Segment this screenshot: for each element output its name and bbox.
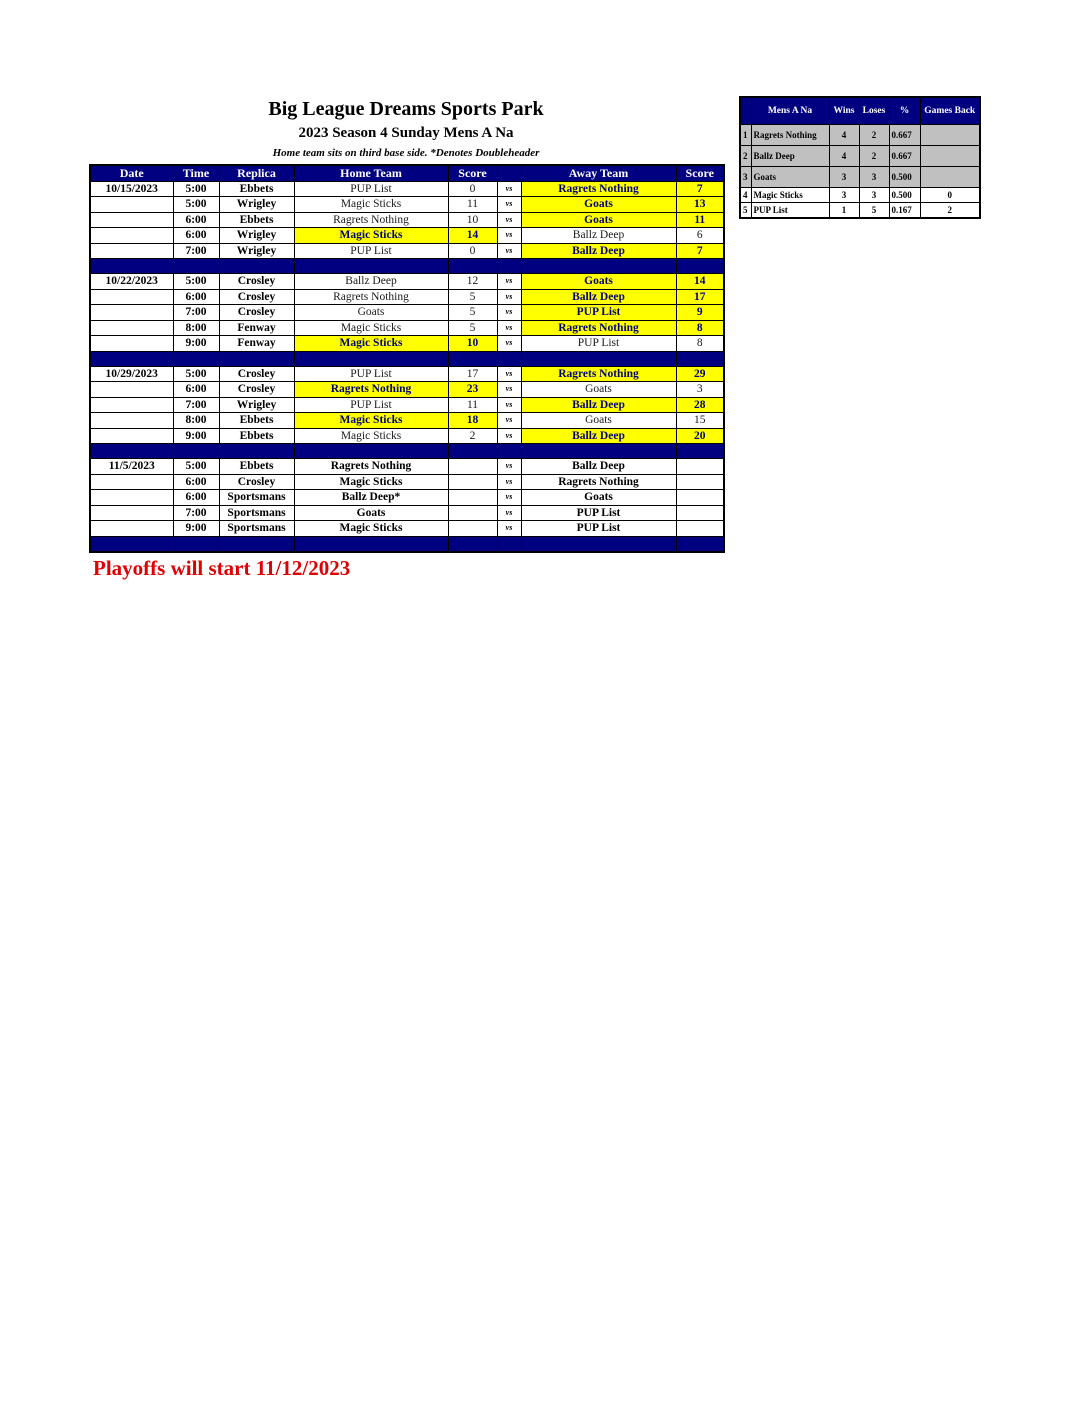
away-score-cell: 3 [676,382,724,398]
away-score-cell: 7 [676,243,724,259]
separator-cell [173,259,219,274]
replica-cell: Ebbets [219,181,294,197]
week-separator-row [90,351,724,366]
away-score-cell: 20 [676,428,724,444]
replica-cell: Fenway [219,336,294,352]
separator-cell [497,536,521,552]
replica-cell: Ebbets [219,212,294,228]
away-team-cell: Ballz Deep [521,428,676,444]
separator-cell [448,536,497,552]
vs-cell: vs [497,274,521,290]
col-replica: Replica [219,165,294,181]
home-team-cell: Ballz Deep* [294,490,448,506]
vs-cell: vs [497,197,521,213]
team-cell: Ballz Deep [751,146,829,167]
loses-cell: 2 [859,125,889,146]
away-team-cell: Goats [521,490,676,506]
rank-cell: 3 [740,167,751,188]
home-team-cell: Goats [294,305,448,321]
separator-cell [173,444,219,459]
games-back-cell: 2 [920,203,980,219]
game-row [90,197,724,213]
home-team-cell: PUP List [294,366,448,382]
col-vs [497,165,521,181]
away-score-cell: 14 [676,274,724,290]
pct-cell: 0.667 [889,146,920,167]
home-team-cell: Ragrets Nothing [294,382,448,398]
away-team-cell: Ragrets Nothing [521,474,676,490]
date-cell [90,490,173,506]
home-score-cell: 17 [448,366,497,382]
time-cell: 6:00 [173,212,219,228]
vs-cell: vs [497,490,521,506]
date-cell [90,428,173,444]
separator-cell [90,444,173,459]
home-score-cell: 23 [448,382,497,398]
home-score-cell: 0 [448,181,497,197]
home-score-cell: 10 [448,212,497,228]
replica-cell: Crosley [219,366,294,382]
page-subtitle: 2023 Season 4 Sunday Mens A Na [298,125,514,141]
vs-cell: vs [497,228,521,244]
away-team-cell: Ballz Deep [521,459,676,475]
schedule-note: Home team sits on third base side. *Denotes Doubleheader [272,147,540,159]
separator-cell [90,536,173,552]
date-cell [90,228,173,244]
col-away-score: Score [676,165,724,181]
time-cell: 5:00 [173,459,219,475]
rank-cell: 5 [740,203,751,219]
week-separator-row [90,444,724,459]
playoffs-notice: Playoffs will start 11/12/2023 [93,556,351,580]
standings-row [740,146,980,167]
separator-cell [294,351,448,366]
game-row [90,505,724,521]
date-cell [90,243,173,259]
vs-cell: vs [497,382,521,398]
game-row [90,305,724,321]
away-team-cell: PUP List [521,305,676,321]
rank-cell: 2 [740,146,751,167]
games-back-cell [920,167,980,188]
away-team-cell: Goats [521,413,676,429]
standings-row [740,167,980,188]
team-cell: Magic Sticks [751,188,829,203]
wins-cell: 1 [829,203,859,219]
standings-col-pct: % [889,97,920,125]
date-cell [90,336,173,352]
page-title: Big League Dreams Sports Park [268,98,544,120]
separator-cell [294,536,448,552]
vs-cell: vs [497,305,521,321]
pct-cell: 0.667 [889,125,920,146]
away-score-cell [676,474,724,490]
home-team-cell: Magic Sticks [294,320,448,336]
time-cell: 5:00 [173,181,219,197]
away-team-cell: Goats [521,197,676,213]
home-team-cell: Ragrets Nothing [294,212,448,228]
team-cell: PUP List [751,203,829,219]
away-score-cell [676,459,724,475]
separator-cell [219,259,294,274]
vs-cell: vs [497,212,521,228]
game-row [90,320,724,336]
date-cell [90,212,173,228]
rank-cell: 1 [740,125,751,146]
time-cell: 5:00 [173,197,219,213]
home-team-cell: PUP List [294,397,448,413]
away-team-cell: Ballz Deep [521,289,676,305]
game-row [90,397,724,413]
standings-row [740,188,980,203]
separator-cell [448,444,497,459]
vs-cell: vs [497,413,521,429]
home-score-cell: 5 [448,305,497,321]
separator-cell [521,536,676,552]
time-cell: 8:00 [173,320,219,336]
away-team-cell: PUP List [521,505,676,521]
away-score-cell: 13 [676,197,724,213]
time-cell: 5:00 [173,366,219,382]
separator-cell [521,351,676,366]
home-team-cell: Magic Sticks [294,197,448,213]
time-cell: 8:00 [173,413,219,429]
loses-cell: 3 [859,188,889,203]
time-cell: 6:00 [173,382,219,398]
separator-cell [90,259,173,274]
home-team-cell: Magic Sticks [294,413,448,429]
game-row [90,243,724,259]
away-team-cell: Goats [521,274,676,290]
vs-cell: vs [497,505,521,521]
loses-cell: 2 [859,146,889,167]
time-cell: 7:00 [173,305,219,321]
vs-cell: vs [497,289,521,305]
replica-cell: Crosley [219,289,294,305]
game-row [90,228,724,244]
col-home-score: Score [448,165,497,181]
game-row [90,490,724,506]
home-score-cell: 18 [448,413,497,429]
home-team-cell: Ballz Deep [294,274,448,290]
away-team-cell: Ragrets Nothing [521,181,676,197]
separator-cell [294,444,448,459]
separator-cell [219,351,294,366]
home-team-cell: Magic Sticks [294,428,448,444]
replica-cell: Wrigley [219,397,294,413]
away-score-cell [676,521,724,537]
col-home-team: Home Team [294,165,448,181]
game-row [90,366,724,382]
schedule-table [89,164,725,553]
time-cell: 7:00 [173,243,219,259]
date-cell [90,289,173,305]
home-score-cell [448,490,497,506]
separator-cell [294,259,448,274]
standings-col-games-back: Games Back [920,97,980,125]
away-score-cell [676,490,724,506]
team-cell: Goats [751,167,829,188]
separator-cell [497,259,521,274]
date-cell: 10/29/2023 [90,366,173,382]
pct-cell: 0.500 [889,188,920,203]
away-score-cell: 28 [676,397,724,413]
separator-cell [676,444,724,459]
away-score-cell: 6 [676,228,724,244]
away-team-cell: PUP List [521,336,676,352]
separator-cell [521,259,676,274]
time-cell: 9:00 [173,336,219,352]
date-cell [90,505,173,521]
date-cell [90,397,173,413]
time-cell: 5:00 [173,274,219,290]
standings-row [740,125,980,146]
vs-cell: vs [497,459,521,475]
date-cell: 11/5/2023 [90,459,173,475]
away-score-cell: 8 [676,320,724,336]
vs-cell: vs [497,428,521,444]
separator-cell [497,444,521,459]
home-score-cell [448,474,497,490]
home-score-cell: 5 [448,289,497,305]
away-team-cell: Ballz Deep [521,243,676,259]
time-cell: 9:00 [173,521,219,537]
home-team-cell: Magic Sticks [294,521,448,537]
vs-cell: vs [497,320,521,336]
separator-cell [219,536,294,552]
separator-cell [173,351,219,366]
away-team-cell: Ragrets Nothing [521,320,676,336]
standings-table [739,96,981,219]
home-team-cell: Goats [294,505,448,521]
home-score-cell: 5 [448,320,497,336]
loses-cell: 5 [859,203,889,219]
week-separator-row [90,536,724,552]
time-cell: 9:00 [173,428,219,444]
home-team-cell: Ragrets Nothing [294,289,448,305]
replica-cell: Wrigley [219,197,294,213]
home-score-cell: 12 [448,274,497,290]
away-score-cell: 11 [676,212,724,228]
standings-header-row [740,97,980,125]
date-cell [90,320,173,336]
replica-cell: Wrigley [219,228,294,244]
week-separator-row [90,259,724,274]
col-date: Date [90,165,173,181]
separator-cell [173,536,219,552]
wins-cell: 4 [829,125,859,146]
home-score-cell [448,459,497,475]
game-row [90,459,724,475]
time-cell: 7:00 [173,505,219,521]
time-cell: 6:00 [173,474,219,490]
replica-cell: Ebbets [219,428,294,444]
game-row [90,274,724,290]
game-row [90,413,724,429]
date-cell [90,413,173,429]
pct-cell: 0.500 [889,167,920,188]
vs-cell: vs [497,474,521,490]
game-row [90,212,724,228]
vs-cell: vs [497,243,521,259]
home-score-cell: 11 [448,197,497,213]
home-score-cell: 14 [448,228,497,244]
time-cell: 7:00 [173,397,219,413]
away-score-cell: 15 [676,413,724,429]
game-row [90,428,724,444]
vs-cell: vs [497,336,521,352]
date-cell: 10/22/2023 [90,274,173,290]
separator-cell [676,259,724,274]
standings-col-wins: Wins [829,97,859,125]
away-team-cell: Goats [521,212,676,228]
away-score-cell: 17 [676,289,724,305]
replica-cell: Wrigley [219,243,294,259]
wins-cell: 3 [829,167,859,188]
standings-row [740,203,980,219]
game-row [90,336,724,352]
home-team-cell: Magic Sticks [294,228,448,244]
away-team-cell: Ballz Deep [521,397,676,413]
col-time: Time [173,165,219,181]
home-score-cell: 10 [448,336,497,352]
col-away-team: Away Team [521,165,676,181]
date-cell [90,382,173,398]
vs-cell: vs [497,181,521,197]
game-row [90,474,724,490]
away-score-cell: 7 [676,181,724,197]
away-score-cell [676,505,724,521]
home-team-cell: PUP List [294,243,448,259]
game-row [90,289,724,305]
home-score-cell [448,521,497,537]
replica-cell: Ebbets [219,459,294,475]
home-team-cell: PUP List [294,181,448,197]
replica-cell: Crosley [219,474,294,490]
separator-cell [90,351,173,366]
separator-cell [676,536,724,552]
game-row [90,181,724,197]
rank-cell: 4 [740,188,751,203]
loses-cell: 3 [859,167,889,188]
away-team-cell: Goats [521,382,676,398]
standings-col-division: Mens A Na [751,97,829,125]
vs-cell: vs [497,521,521,537]
separator-cell [521,444,676,459]
separator-cell [219,444,294,459]
date-cell [90,197,173,213]
games-back-cell [920,125,980,146]
game-row [90,521,724,537]
away-team-cell: PUP List [521,521,676,537]
replica-cell: Crosley [219,274,294,290]
replica-cell: Sportsmans [219,521,294,537]
wins-cell: 4 [829,146,859,167]
home-team-cell: Ragrets Nothing [294,459,448,475]
standings-col-loses: Loses [859,97,889,125]
date-cell [90,474,173,490]
games-back-cell [920,146,980,167]
home-score-cell [448,505,497,521]
home-score-cell: 11 [448,397,497,413]
pct-cell: 0.167 [889,203,920,219]
replica-cell: Sportsmans [219,505,294,521]
away-score-cell: 9 [676,305,724,321]
home-team-cell: Magic Sticks [294,336,448,352]
replica-cell: Crosley [219,305,294,321]
wins-cell: 3 [829,188,859,203]
replica-cell: Sportsmans [219,490,294,506]
standings-col-rank [740,97,751,125]
schedule-header-row [90,165,724,181]
time-cell: 6:00 [173,289,219,305]
replica-cell: Crosley [219,382,294,398]
away-score-cell: 8 [676,336,724,352]
time-cell: 6:00 [173,490,219,506]
replica-cell: Ebbets [219,413,294,429]
vs-cell: vs [497,397,521,413]
home-team-cell: Magic Sticks [294,474,448,490]
home-score-cell: 0 [448,243,497,259]
separator-cell [448,259,497,274]
separator-cell [497,351,521,366]
separator-cell [676,351,724,366]
time-cell: 6:00 [173,228,219,244]
away-score-cell: 29 [676,366,724,382]
away-team-cell: Ragrets Nothing [521,366,676,382]
replica-cell: Fenway [219,320,294,336]
away-team-cell: Ballz Deep [521,228,676,244]
games-back-cell: 0 [920,188,980,203]
vs-cell: vs [497,366,521,382]
date-cell [90,521,173,537]
date-cell [90,305,173,321]
home-score-cell: 2 [448,428,497,444]
separator-cell [448,351,497,366]
date-cell: 10/15/2023 [90,181,173,197]
game-row [90,382,724,398]
team-cell: Ragrets Nothing [751,125,829,146]
